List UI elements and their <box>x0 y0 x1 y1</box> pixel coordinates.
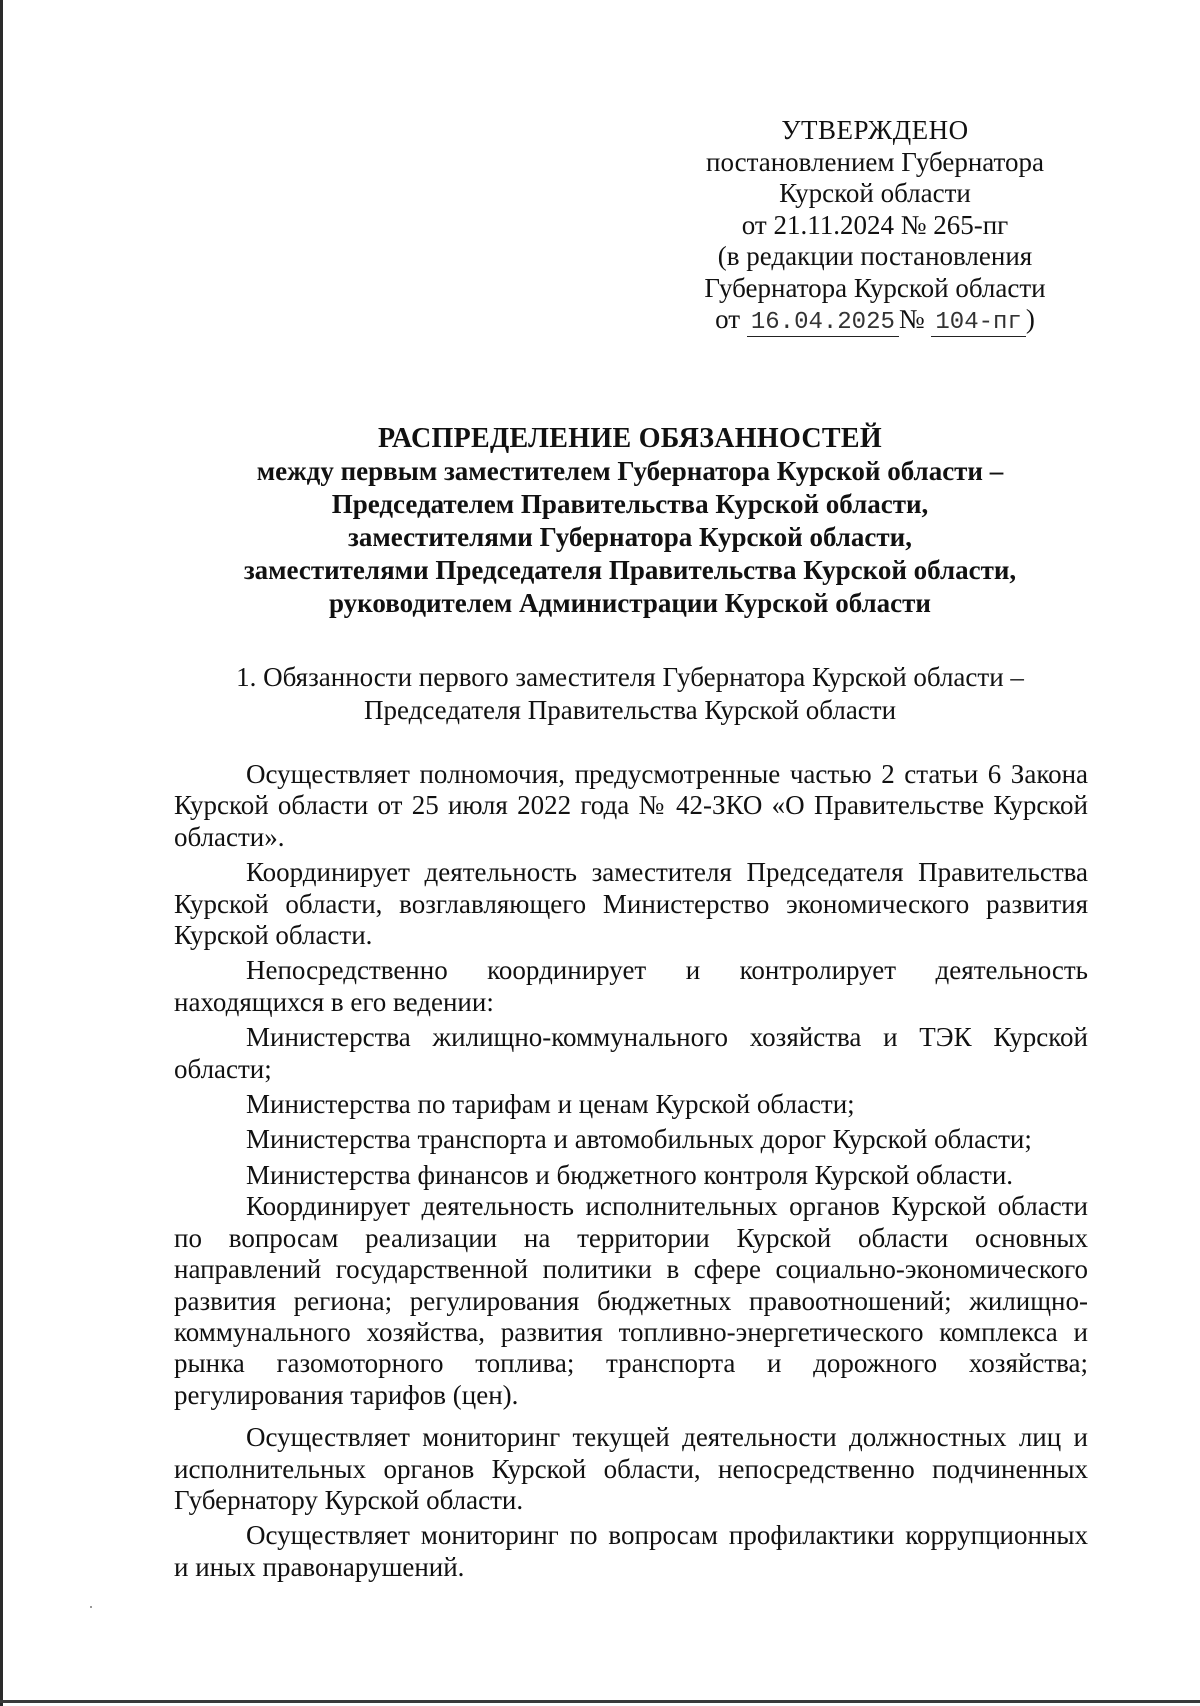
paragraph-coordinates-deputy: Координирует деятельность заместителя Председателя Правительства Курской области, возглавляющего Министерство экономического развития Курской области. <box>174 857 1088 951</box>
amendment-close: ) <box>1025 304 1035 334</box>
amendment-prefix: от <box>715 304 741 334</box>
title-line-3: заместителями Губернатора Курской области, <box>348 522 912 552</box>
title-line-5: руководителем Администрации Курской области <box>329 588 931 618</box>
section-1-heading-line-1: 1. Обязанности первого заместителя Губернатора Курской области – <box>236 662 1024 692</box>
amendment-line <box>685 304 1065 337</box>
section-1-heading <box>170 661 1090 727</box>
approval-line-2: Курской области <box>779 178 971 208</box>
scan-edge-left <box>0 0 3 1706</box>
title-line-4: заместителями Председателя Правительства Курской области, <box>243 555 1017 585</box>
document-title-block <box>170 422 1090 620</box>
list-item-ministry-transport: Министерства транспорта и автомобильных дорог Курской области; <box>246 1124 1032 1155</box>
amendment-number: 104-пг <box>931 310 1025 337</box>
scan-speck <box>90 1606 92 1608</box>
approval-line-4: (в редакции постановления <box>717 241 1033 271</box>
paragraph-monitoring-officials: Осуществляет мониторинг текущей деятельности должностных лиц и исполнительных органов Курской области, непосредственно подчиненных Губернатору Курской области. <box>174 1422 1088 1515</box>
scan-edge-bottom <box>0 1700 1200 1703</box>
section-1-body <box>174 759 1088 1583</box>
approval-line-3: от 21.11.2024 № 265-пг <box>741 209 1009 240</box>
list-item-ministry-finance: Министерства финансов и бюджетного контроля Курской области. <box>246 1159 1014 1190</box>
document-title: РАСПРЕДЕЛЕНИЕ ОБЯЗАННОСТЕЙ <box>378 423 882 454</box>
title-line-1: между первым заместителем Губернатора Курской области – <box>256 456 1004 486</box>
paragraph-powers: Осуществляет полномочия, предусмотренные частью 2 статьи 6 Закона Курской области от 25 июля 2022 года № 42-ЗКО «О Правительстве Курской области». <box>174 759 1088 852</box>
paragraph-direct-control: Непосредственно координирует и контролирует деятельность находящихся в его ведении: <box>174 955 1088 1017</box>
approved-heading: УТВЕРЖДЕНО <box>781 115 969 145</box>
section-1-heading-line-2: Председателя Правительства Курской области <box>363 695 897 725</box>
list-item-ministry-tariffs: Министерства по тарифам и ценам Курской области; <box>246 1089 855 1120</box>
approval-line-1: постановлением Губернатора <box>706 146 1044 177</box>
paragraph-monitoring-corruption: Осуществляет мониторинг по вопросам профилактики коррупционных и иных правонарушений. <box>174 1520 1088 1582</box>
approval-stamp-block <box>685 115 1065 337</box>
paragraph-coordination-policy: Координирует деятельность исполнительных органов Курской области по вопросам реализации на территории Курской области основных направлений государственной политики в сфере социально-экономического развития региона; регулирования бюджетных правоотношений; жилищно-коммунального хозяйства, развития топливно-энергетического комплекса и рынка газомоторного топлива; транспорта и дорожного хозяйства; регулирования тарифов (цен). <box>174 1191 1088 1410</box>
list-item-ministry-housing: Министерства жилищно-коммунального хозяйства и ТЭК Курской области; <box>174 1022 1088 1084</box>
approval-line-5: Губернатора Курской области <box>704 272 1046 303</box>
title-line-2: Председателем Правительства Курской области, <box>331 489 929 519</box>
amendment-number-label: № <box>898 304 925 334</box>
amendment-date: 16.04.2025 <box>747 310 899 337</box>
